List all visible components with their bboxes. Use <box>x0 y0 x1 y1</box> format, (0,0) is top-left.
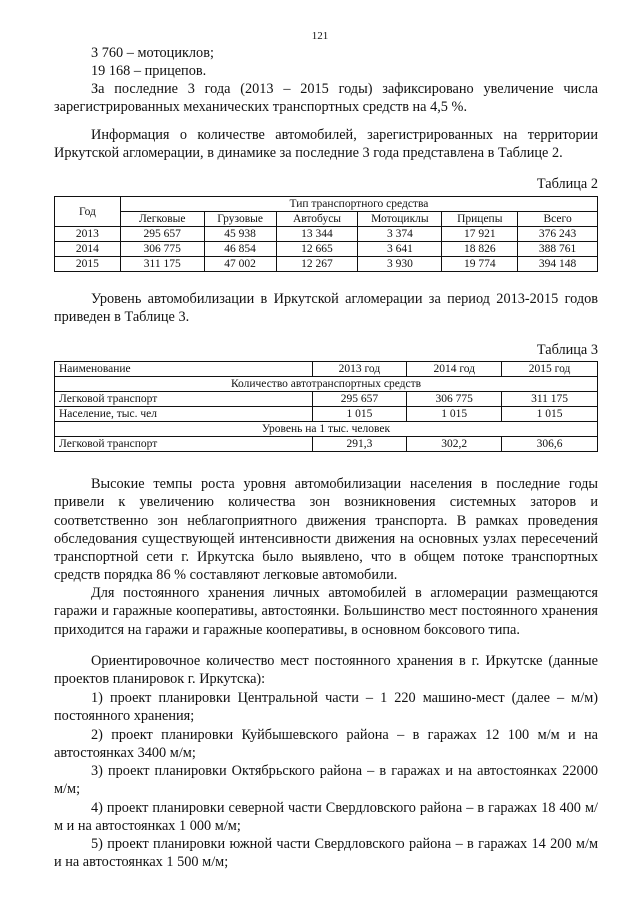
table3-cell: 306,6 <box>502 437 598 452</box>
list-item: 3) проект планировки Октябрьского района – в гаражах и на автостоянках 22000 м/м; <box>54 763 598 798</box>
table-row <box>55 257 598 272</box>
paragraph-motorization-growth: Высокие темпы роста уровня автомобилизации населения в последние годы привели к увеличению количества зон возникновения системных заторов и соответственно зон неблагоприятного движения транспорта. В рамках проведения обследования существующей интенсивности движения на основных узлах пересечений транспортной сети г. Иркутска было выявлено, что в общем потоке транспортных средств порядка 86 % составляют легковые автомобили. <box>54 476 598 584</box>
table-row <box>55 227 598 242</box>
table2-cell: 376 243 <box>518 227 598 242</box>
table2-col-header: Грузовые <box>204 212 276 227</box>
table2-group-header: Тип транспортного средства <box>120 197 597 212</box>
table3-row-name: Легковой транспорт <box>55 392 313 407</box>
table3-cell: 291,3 <box>312 437 407 452</box>
table3-year-header: 2013 год <box>312 362 407 377</box>
table2-cell: 311 175 <box>120 257 204 272</box>
table2-year-header: Год <box>55 197 121 227</box>
table2-caption: Таблица 2 <box>536 176 598 192</box>
table2-col-header: Всего <box>518 212 598 227</box>
table3-year-header: 2015 год <box>502 362 598 377</box>
table-row <box>55 407 598 422</box>
table2-cell: 47 002 <box>204 257 276 272</box>
table3-cell: 1 015 <box>312 407 407 422</box>
table2-col-header: Мотоциклы <box>358 212 442 227</box>
table2-cell: 388 761 <box>518 242 598 257</box>
table2-cell: 12 267 <box>276 257 358 272</box>
table2-col-header: Автобусы <box>276 212 358 227</box>
table2-cell: 3 641 <box>358 242 442 257</box>
table2-year-cell: 2015 <box>55 257 121 272</box>
table3-row-name: Население, тыс. чел <box>55 407 313 422</box>
table2-col-header: Прицепы <box>442 212 518 227</box>
table2-year-cell: 2014 <box>55 242 121 257</box>
table2-cell: 46 854 <box>204 242 276 257</box>
list-item: 4) проект планировки северной части Свердловского района – в гаражах 18 400 м/м и на автостоянках 1 000 м/м; <box>54 800 598 835</box>
list-item: 2) проект планировки Куйбышевского района – в гаражах 12 100 м/м и на автостоянках 3400 м/м; <box>54 727 598 762</box>
intro-line-1: 3 760 – мотоциклов; <box>91 45 214 61</box>
table3-section-heading: Уровень на 1 тыс. человек <box>55 422 598 437</box>
table3-cell: 295 657 <box>312 392 407 407</box>
table2-col-header: Легковые <box>120 212 204 227</box>
table2-cell: 45 938 <box>204 227 276 242</box>
table2-cell: 295 657 <box>120 227 204 242</box>
table2-cell: 13 344 <box>276 227 358 242</box>
table2-cell: 19 774 <box>442 257 518 272</box>
table3-header-row <box>55 362 598 377</box>
table3-cell: 1 015 <box>502 407 598 422</box>
intro-line-2: 19 168 – прицепов. <box>91 63 207 79</box>
table3-year-header: 2014 год <box>407 362 502 377</box>
vehicle-types-table <box>54 196 598 272</box>
page-number: 121 <box>311 30 329 42</box>
table-row <box>55 437 598 452</box>
table2-cell: 306 775 <box>120 242 204 257</box>
list-item: 5) проект планировки южной части Свердловского района – в гаражах 14 200 м/м и на автостоянках 1 500 м/м; <box>54 836 598 871</box>
list-item: 1) проект планировки Центральной части – 1 220 машино-мест (далее – м/м) постоянного хранения; <box>54 690 598 725</box>
paragraph-growth: За последние 3 года (2013 – 2015 годы) зафиксировано увеличение числа зарегистрированных механических транспортных средств на 4,5 %. <box>54 81 598 116</box>
table-row <box>55 242 598 257</box>
table2-cell: 394 148 <box>518 257 598 272</box>
table2-column-headers <box>55 212 598 227</box>
table3-cell: 1 015 <box>407 407 502 422</box>
paragraph-table2-intro: Информация о количестве автомобилей, зарегистрированных на территории Иркутской агломерации, в динамике за последние 3 года представлена в Таблице 2. <box>54 127 598 162</box>
table2-year-cell: 2013 <box>55 227 121 242</box>
table2-cell: 17 921 <box>442 227 518 242</box>
table2-cell: 3 374 <box>358 227 442 242</box>
table2-cell: 18 826 <box>442 242 518 257</box>
table3-row-name: Легковой транспорт <box>55 437 313 452</box>
table3-cell: 306 775 <box>407 392 502 407</box>
table3-section-heading: Количество автотранспортных средств <box>55 377 598 392</box>
paragraph-storage: Для постоянного хранения личных автомобилей в агломерации размещаются гаражи и гаражные кооперативы, автостоянки. Большинство мест постоянного хранения приходится на гаражи и гаражные кооперативы, в основном боксового типа. <box>54 585 598 638</box>
table3-cell: 311 175 <box>502 392 598 407</box>
table3-caption: Таблица 3 <box>536 342 598 358</box>
paragraph-storage-estimate: Ориентировочное количество мест постоянного хранения в г. Иркутске (данные проектов планировок г. Иркутска): <box>54 653 598 688</box>
table2-cell: 12 665 <box>276 242 358 257</box>
table3-cell: 302,2 <box>407 437 502 452</box>
table-row <box>55 392 598 407</box>
motorization-table <box>54 361 598 452</box>
paragraph-table3-intro: Уровень автомобилизации в Иркутской агломерации за период 2013-2015 годов приведен в Таблице 3. <box>54 291 598 326</box>
table2-cell: 3 930 <box>358 257 442 272</box>
table3-name-header: Наименование <box>55 362 313 377</box>
